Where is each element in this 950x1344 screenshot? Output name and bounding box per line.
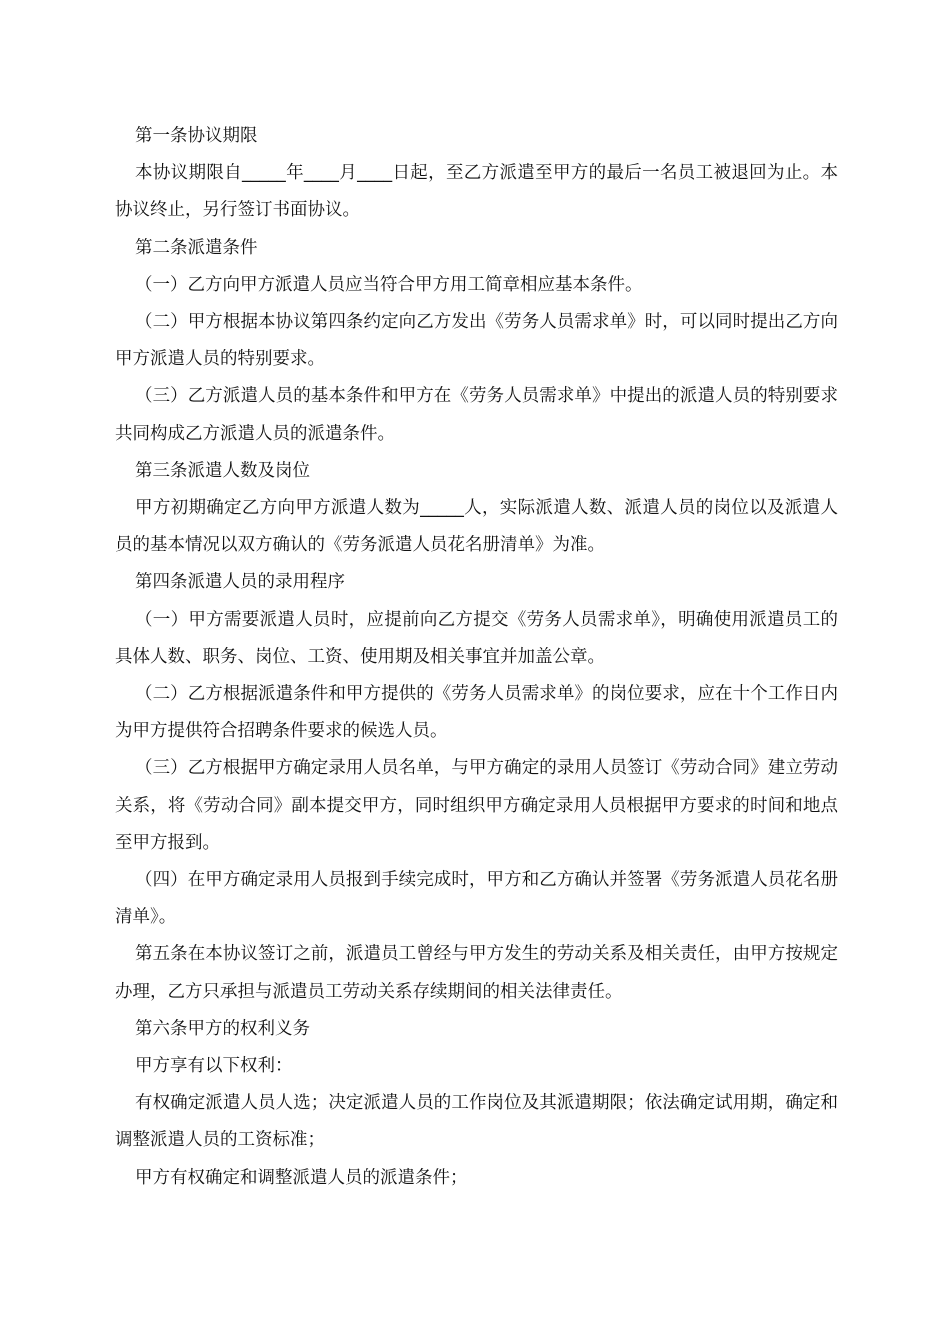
article-6-right-2: 甲方有权确定和调整派遣人员的派遣条件；: [135, 1167, 468, 1188]
article-3-body: 甲方初期确定乙方向甲方派遣人数为_____人，实际派遣人数、派遣人员的岗位以及派遣人员的基本情况以双方确认的《劳务派遣人员花名册清单》为准。: [115, 498, 838, 556]
article-2-clause-1: （一）乙方向甲方派遣人员应当符合甲方用工简章相应基本条件。: [135, 274, 643, 295]
article-6-right-1: 有权确定派遣人员人选；决定派遣人员的工作岗位及其派遣期限；依法确定试用期，确定和调整派遣人员的工资标准；: [115, 1093, 838, 1151]
article-3-heading: 第三条派遣人数及岗位: [135, 460, 310, 481]
article-6-heading: 第六条甲方的权利义务: [135, 1018, 310, 1039]
article-4-clause-1: （一）甲方需要派遣人员时，应提前向乙方提交《劳务人员需求单》，明确使用派遣员工的具体人数、职务、岗位、工资、使用期及相关事宜并加盖公章。: [115, 609, 838, 667]
article-1-term: 本协议期限自_____年____月____日起，至乙方派遣至甲方的最后一名员工被退回为止。本协议终止，另行签订书面协议。: [115, 163, 838, 221]
article-4-clause-2: （二）乙方根据派遣条件和甲方提供的《劳务人员需求单》的岗位要求，应在十个工作日内为甲方提供符合招聘条件要求的候选人员。: [115, 684, 838, 742]
article-4-clause-3: （三）乙方根据甲方确定录用人员名单，与甲方确定的录用人员签订《劳动合同》建立劳动关系，将《劳动合同》副本提交甲方，同时组织甲方确定录用人员根据甲方要求的时间和地点至甲方报到。: [115, 758, 838, 853]
article-5-body: 第五条在本协议签订之前，派遣员工曾经与甲方发生的劳动关系及相关责任，由甲方按规定办理，乙方只承担与派遣员工劳动关系存续期间的相关法律责任。: [115, 944, 838, 1002]
article-4-heading: 第四条派遣人员的录用程序: [135, 572, 345, 593]
article-4-clause-4: （四）在甲方确定录用人员报到手续完成时，甲方和乙方确认并签署《劳务派遣人员花名册清单》。: [115, 870, 838, 928]
article-1-heading: 第一条协议期限: [135, 126, 258, 146]
article-2-clause-2: （二）甲方根据本协议第四条约定向乙方发出《劳务人员需求单》时，可以同时提出乙方向甲方派遣人员的特别要求。: [115, 312, 838, 370]
article-2-clause-3: （三）乙方派遣人员的基本条件和甲方在《劳务人员需求单》中提出的派遣人员的特别要求共同构成乙方派遣人员的派遣条件。: [115, 386, 838, 444]
article-2-heading: 第二条派遣条件: [135, 237, 258, 258]
article-6-rights-intro: 甲方享有以下权利：: [135, 1056, 293, 1077]
